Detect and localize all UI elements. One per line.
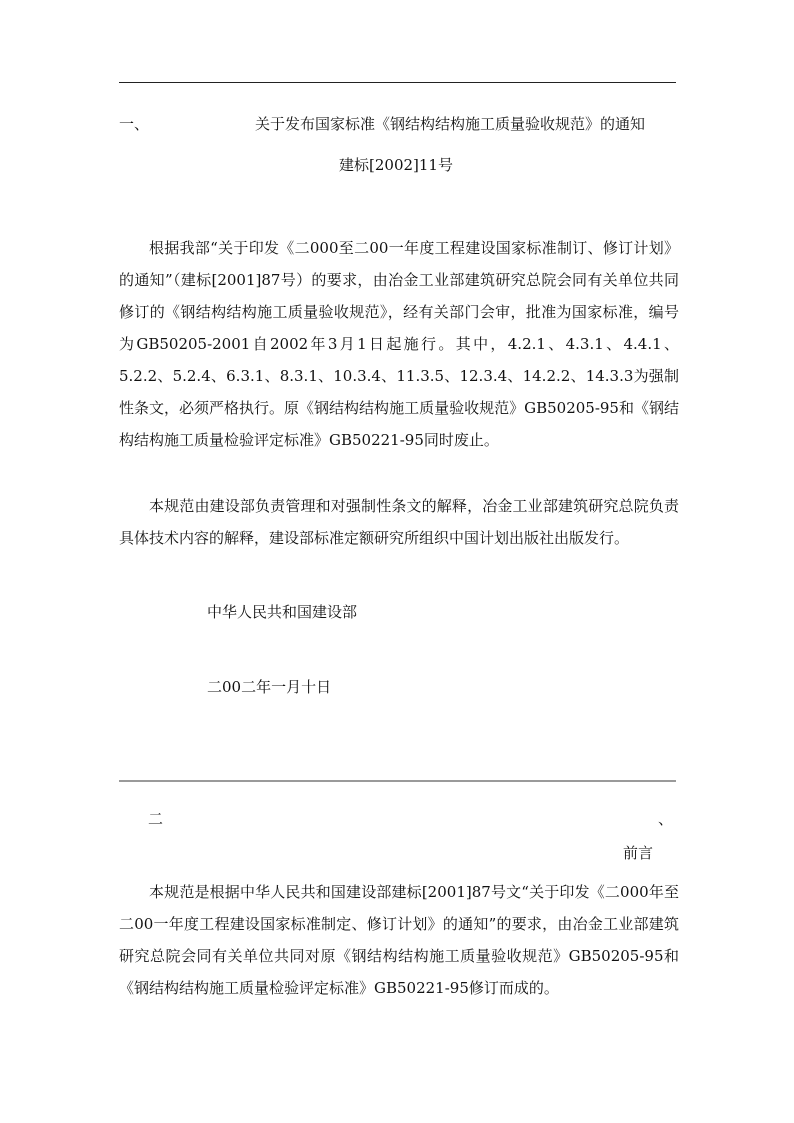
section-divider — [119, 780, 676, 782]
issuer: 中华人民共和国建设部 — [207, 603, 358, 621]
section2-separator: 、 — [658, 810, 674, 828]
issue-date: 二00二年一月十日 — [207, 678, 332, 696]
section1-number: 一、 — [119, 115, 150, 133]
section1-paragraph-2: 本规范由建设部负责管理和对强制性条文的解释，冶金工业部建筑研究总院负责具体技术内容的解释，建设部标准定额研究所组织中国计划出版社出版发行。 — [119, 497, 679, 547]
section1-doc-number: 建标[2002]11号 — [339, 156, 453, 174]
section2-paragraph-1: 本规范是根据中华人民共和国建设部建标[2001]87号文“关于印发《二000年至二00一年度工程建设国家标准制定、修订计划》的通知”的要求，由冶金工业部建筑研究总院会同有关单位共同对原《钢结构结构施工质量验收规范》GB50205-95和《钢结构结构施工质量检验评定标准》GB50221-95修订而成的。 — [119, 883, 679, 997]
section2-number: 二 — [148, 810, 164, 828]
header-rule — [119, 82, 676, 83]
section1-title: 关于发布国家标准《钢结构结构施工质量验收规范》的通知 — [255, 115, 646, 133]
section1-paragraph-1: 根据我部“关于印发《二000至二00一年度工程建设国家标准制订、修订计划》的通知”（建标[2001]87号）的要求，由冶金工业部建筑研究总院会同有关单位共同修订的《钢结构结构施工质量验收规范》，经有关部门会审，批准为国家标准，编号为GB50205-2001自2002年3月1日起施行。其中，4.2.1、4.3.1、4.4.1、5.2.2、5.2.4、6.3.1、8.3.1、10.3.4、11.3.5、12.3.4、14.2.2、14.3.3为强制性条文，必须严格执行。原《钢结构结构施工质量验收规范》GB50205-95和《钢结构结构施工质量检验评定标准》GB50221-95同时废止。 — [119, 239, 679, 449]
section2-title: 前言 — [623, 844, 654, 862]
